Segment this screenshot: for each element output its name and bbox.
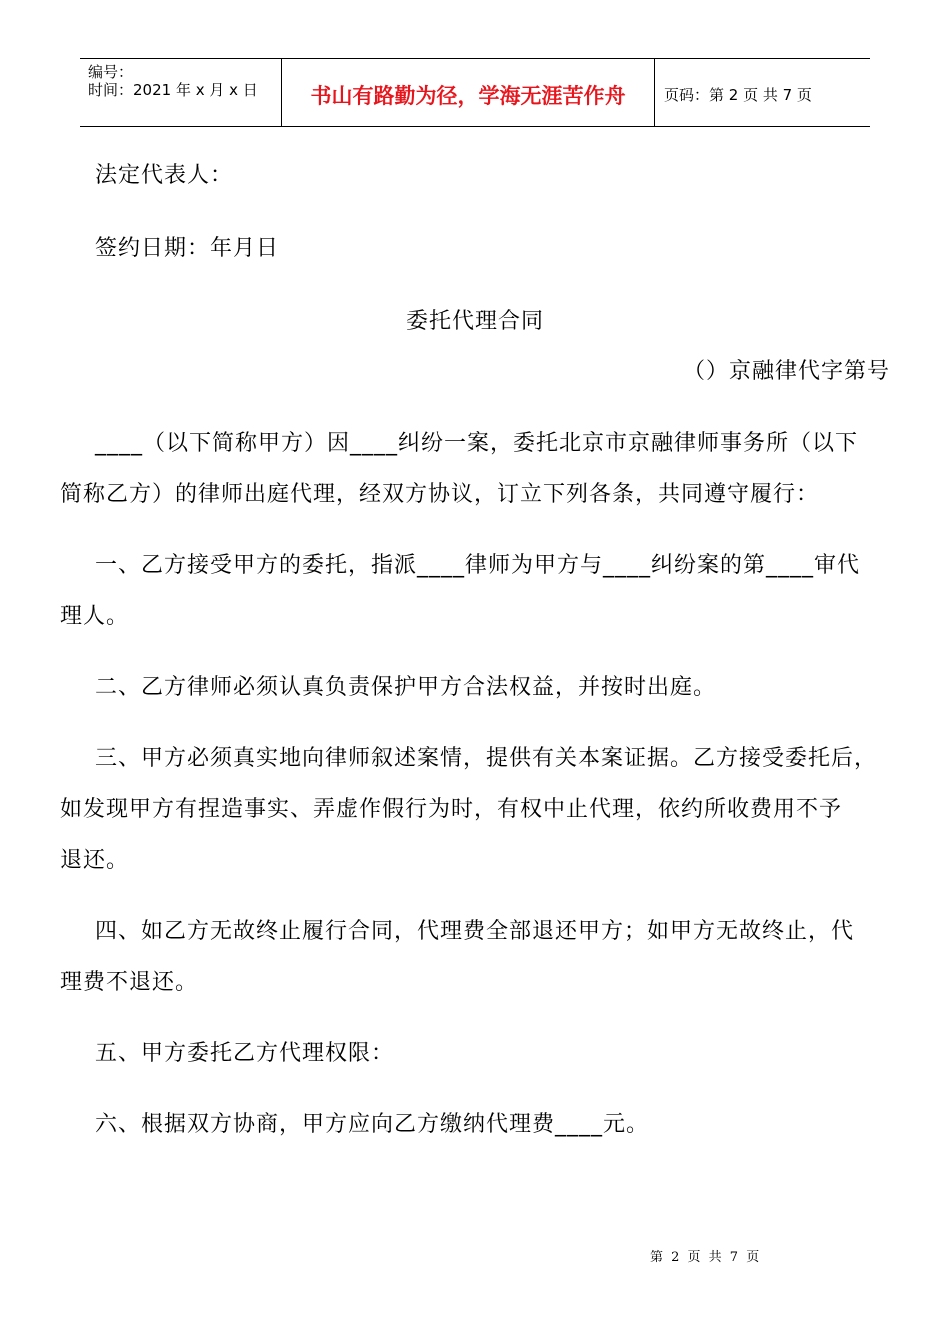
- clause-6: 六、根据双方协商，甲方应向乙方缴纳代理费____元。: [95, 1112, 650, 1137]
- header-page-label: 页码：第 2 页 共 7 页: [664, 86, 812, 104]
- clause-4-line-1: 四、如乙方无故终止履行合同，代理费全部退还甲方；如甲方无故终止，代: [95, 919, 855, 944]
- page-footer: 第 2 页 共 7 页: [650, 1250, 762, 1265]
- contract-title: 委托代理合同: [405, 309, 544, 334]
- clause-4-line-2: 理费不退还。: [60, 970, 199, 995]
- legal-representative-line: 法定代表人：: [95, 163, 234, 188]
- clause-3-line-1: 三、甲方必须真实地向律师叙述案情，提供有关本案证据。乙方接受委托后，: [95, 746, 878, 771]
- intro-line-2: 简称乙方）的律师出庭代理，经双方协议，订立下列各条，共同遵守履行：: [60, 482, 820, 507]
- intro-line-1: ____（以下简称甲方）因____纠纷一案，委托北京市京融律师事务所（以下: [95, 431, 859, 456]
- time-label: 时间：2021 年 x 月 x 日: [88, 81, 258, 99]
- document-header: [80, 58, 870, 127]
- clause-5: 五、甲方委托乙方代理权限：: [95, 1041, 395, 1066]
- clause-1-line-1: 一、乙方接受甲方的委托，指派____律师为甲方与____纠纷案的第____审代: [95, 553, 861, 578]
- clause-3-line-3: 退还。: [60, 848, 130, 873]
- clause-3-line-2: 如发现甲方有捏造事实、弄虚作假行为时，有权中止代理，依约所收费用不予: [60, 797, 843, 822]
- number-label: 编号：: [88, 63, 134, 81]
- header-meta: [80, 59, 281, 126]
- header-motto: 书山有路勤为径，学海无涯苦作舟: [281, 59, 655, 126]
- contract-number: （）京融律代字第号: [682, 359, 890, 384]
- sign-date-line: 签约日期：年月日: [95, 236, 280, 261]
- clause-1-line-2: 理人。: [60, 604, 130, 629]
- clause-2: 二、乙方律师必须认真负责保护甲方合法权益，并按时出庭。: [95, 675, 717, 700]
